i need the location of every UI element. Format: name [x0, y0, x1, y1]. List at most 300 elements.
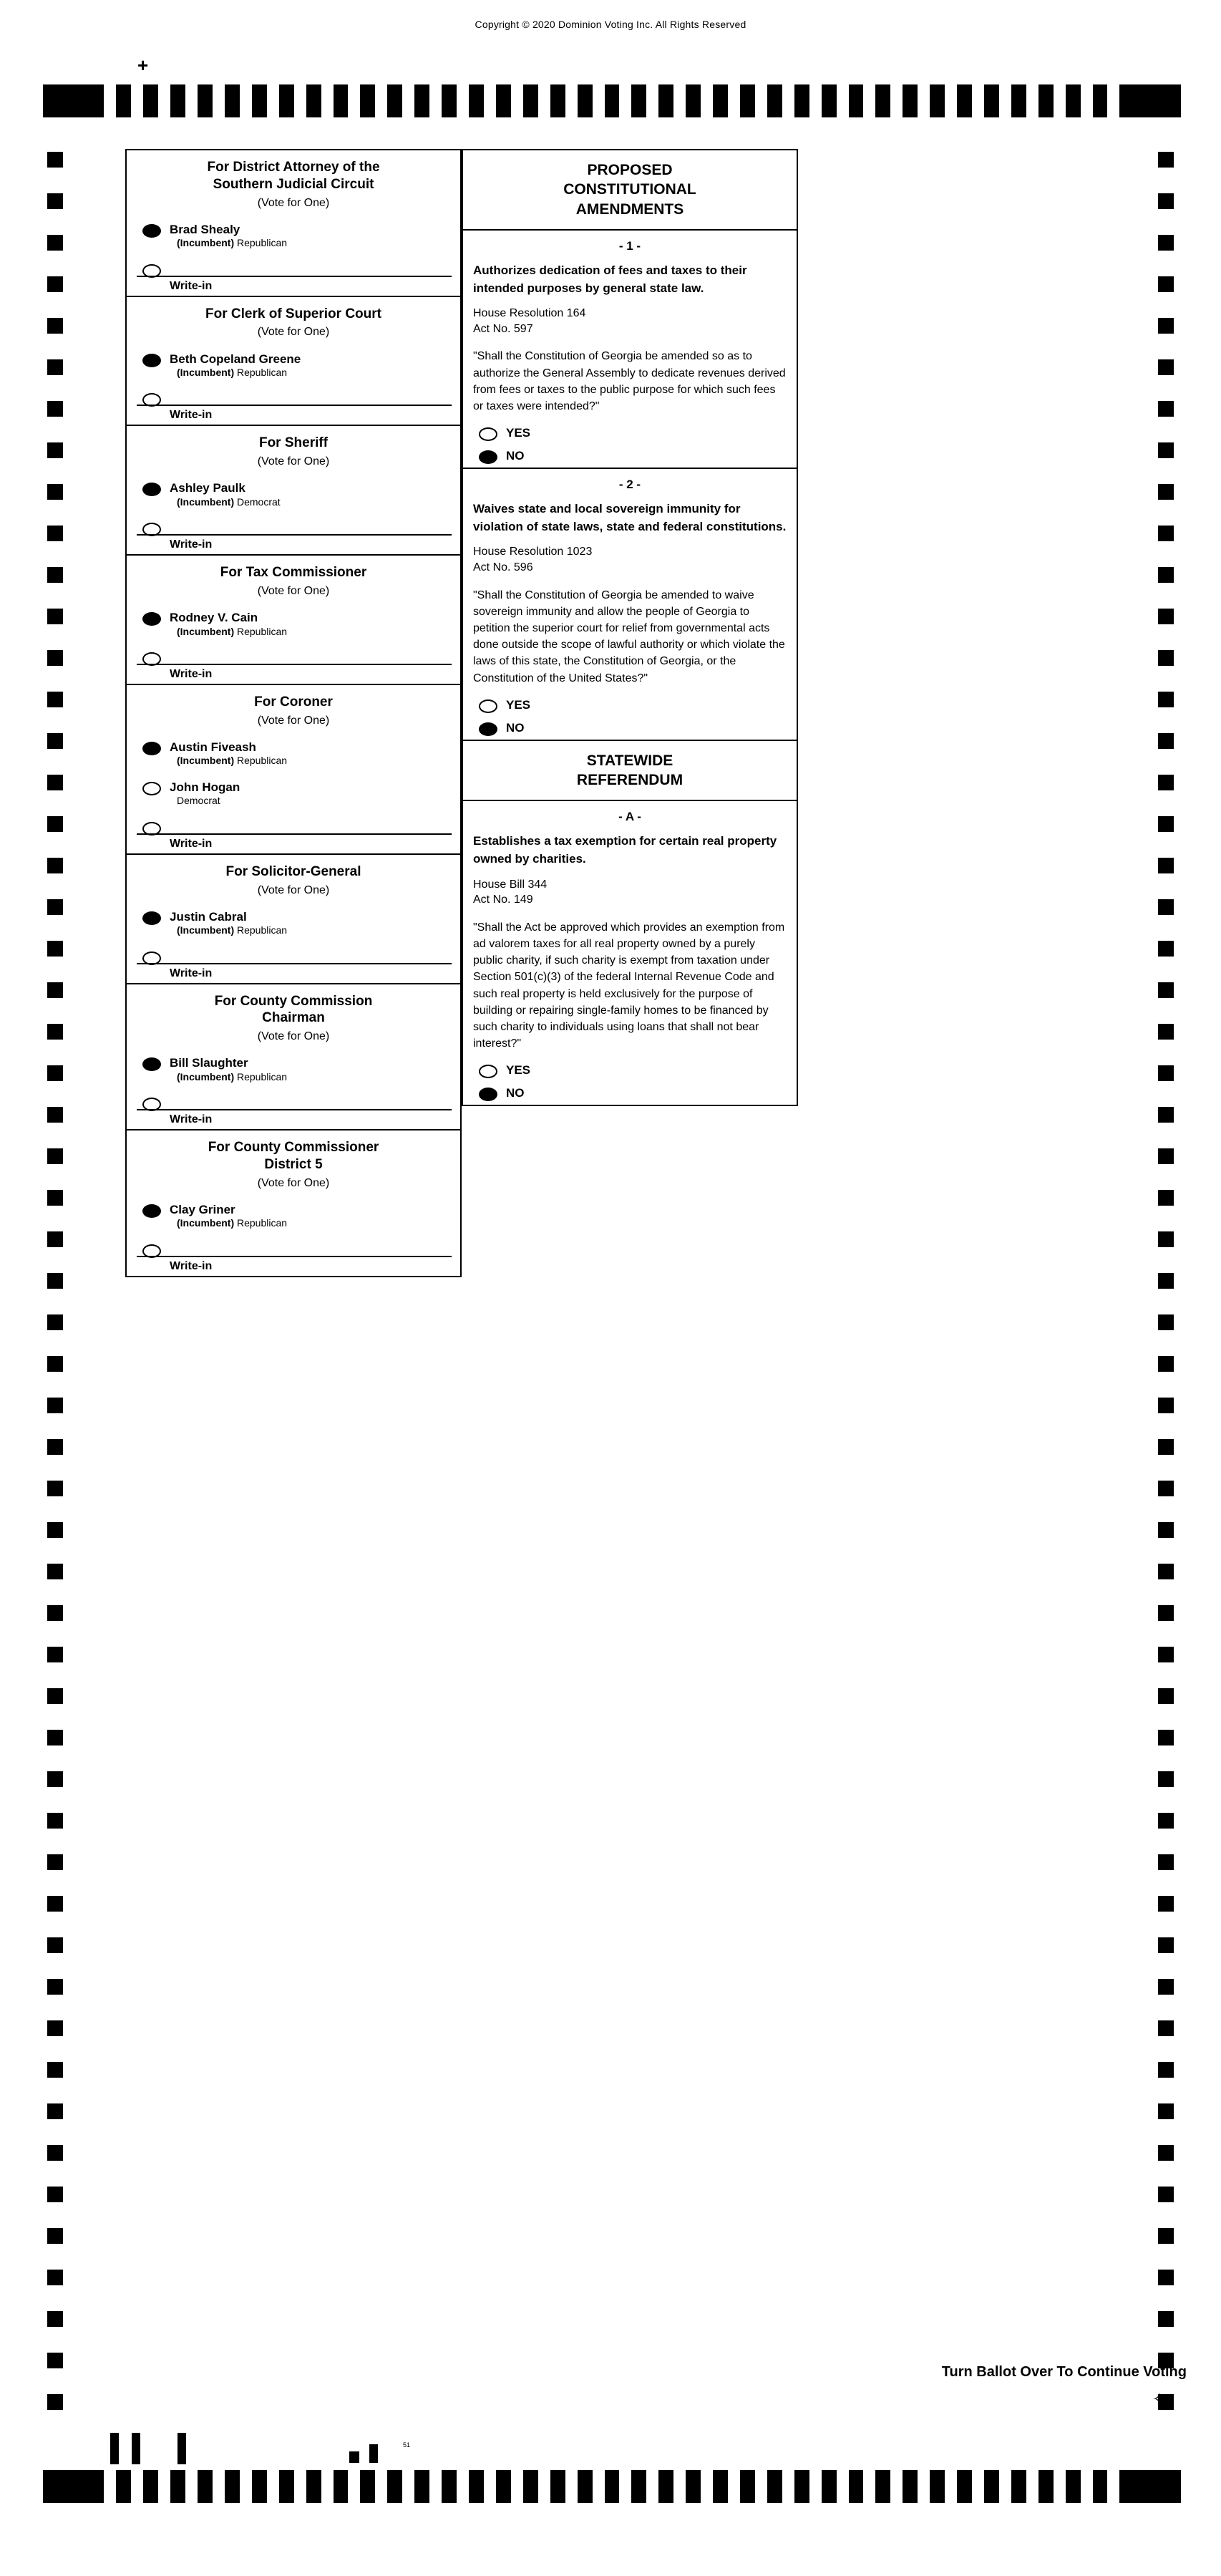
timing-mark — [116, 84, 131, 117]
timing-mark — [47, 733, 63, 749]
question-column — [462, 149, 798, 1106]
candidate-option[interactable] — [127, 903, 460, 943]
write-in-option[interactable] — [127, 1236, 460, 1276]
timing-mark — [713, 84, 728, 117]
candidate-party: Democrat — [177, 795, 220, 807]
timing-mark — [1158, 1190, 1174, 1206]
no-oval[interactable] — [479, 1088, 497, 1101]
timing-mark — [1158, 609, 1174, 624]
copyright-notice: Copyright © 2020 Dominion Voting Inc. All Rights Reserved — [475, 19, 746, 30]
contest-title: For Coroner — [254, 694, 333, 710]
timing-mark — [47, 193, 63, 209]
timing-mark — [469, 2470, 484, 2503]
vote-oval[interactable] — [142, 224, 161, 238]
question-option-yes[interactable]: YES — [463, 422, 797, 445]
candidate-party: (Incumbent) Republican — [177, 366, 288, 378]
no-oval[interactable] — [479, 722, 497, 736]
timing-marks-top — [43, 84, 1181, 117]
timing-mark — [849, 2470, 864, 2503]
question-option-no[interactable]: NO — [463, 1082, 797, 1105]
vote-for-instruction: (Vote for One) — [257, 883, 330, 896]
timing-mark — [631, 2470, 646, 2503]
timing-mark — [47, 982, 63, 998]
timing-mark — [252, 2470, 267, 2503]
timing-mark — [1158, 526, 1174, 541]
ballot-question — [462, 468, 798, 740]
timing-mark — [1158, 1065, 1174, 1081]
vote-for-instruction: (Vote for One) — [257, 584, 330, 597]
write-in-line — [137, 1109, 452, 1110]
timing-mark — [658, 84, 673, 117]
timing-mark — [550, 84, 565, 117]
write-in-label: Write-in — [170, 1113, 213, 1126]
candidate-option[interactable] — [127, 216, 460, 256]
write-in-option[interactable] — [127, 384, 460, 425]
write-in-line — [137, 405, 452, 406]
candidate-option[interactable] — [127, 733, 460, 773]
candidate-option[interactable] — [127, 474, 460, 514]
ballot-question — [462, 229, 798, 468]
timing-mark — [47, 2353, 63, 2368]
question-summary: Authorizes dedication of fees and taxes to their intended purposes by general state law. — [473, 263, 747, 295]
question-full-text: "Shall the Constitution of Georgia be amended to waive sovereign immunity and allow the people of Georgia to petition the superior court for relief from governmental acts done outside the scope of lawful authority or which violate the laws of this state, the Constitution of Georgia, or the Constitution of the United States?" — [473, 589, 785, 684]
contest — [125, 296, 462, 425]
question-summary: Establishes a tax exemption for certain real property owned by charities. — [473, 834, 777, 866]
registration-mark-icon: ✧ — [1152, 2390, 1167, 2409]
timing-mark — [306, 84, 321, 117]
timing-mark — [225, 84, 240, 117]
timing-mark — [1158, 2020, 1174, 2036]
question-option-yes[interactable]: YES — [463, 1059, 797, 1082]
timing-mark — [47, 1398, 63, 1413]
timing-mark — [1158, 276, 1174, 292]
timing-mark — [469, 84, 484, 117]
timing-mark — [1158, 1481, 1174, 1496]
write-in-option[interactable] — [127, 1089, 460, 1129]
timing-mark — [47, 1481, 63, 1496]
timing-mark — [1158, 2145, 1174, 2161]
timing-mark — [523, 84, 538, 117]
vote-oval[interactable] — [142, 483, 161, 496]
yes-oval[interactable] — [479, 427, 497, 441]
timing-mark — [47, 1190, 63, 1206]
timing-mark — [605, 84, 620, 117]
timing-mark — [1158, 2103, 1174, 2119]
candidate-option[interactable] — [127, 1049, 460, 1089]
timing-mark — [47, 1896, 63, 1912]
timing-mark — [1158, 1730, 1174, 1745]
timing-mark — [360, 2470, 375, 2503]
timing-mark — [198, 2470, 213, 2503]
candidate-name: Justin Cabral — [170, 909, 247, 924]
timing-mark — [1038, 84, 1054, 117]
candidate-option[interactable] — [127, 345, 460, 385]
timing-mark — [279, 84, 294, 117]
timing-mark — [1158, 1688, 1174, 1704]
timing-mark — [47, 1813, 63, 1829]
timing-mark — [631, 84, 646, 117]
timing-mark — [767, 2470, 782, 2503]
question-full-text: "Shall the Constitution of Georgia be amended so as to authorize the General Assembly to dedicate revenues derived from fees or taxes to the public purpose for which such fees or taxes were intended?" — [473, 350, 786, 412]
timing-mark — [47, 1024, 63, 1040]
timing-mark — [47, 2062, 63, 2078]
referendum-header-text: STATEWIDE REFERENDUM — [576, 752, 684, 788]
question-option-yes[interactable]: YES — [463, 694, 797, 717]
timing-mark — [1093, 84, 1108, 117]
timing-mark — [47, 816, 63, 832]
timing-mark-endcap — [43, 84, 104, 117]
timing-mark — [1158, 1771, 1174, 1787]
write-in-line — [137, 963, 452, 964]
timing-mark — [47, 442, 63, 458]
timing-mark — [1093, 2470, 1108, 2503]
timing-mark — [116, 2470, 131, 2503]
timing-mark — [47, 1688, 63, 1704]
timing-mark — [957, 84, 972, 117]
timing-mark — [47, 1439, 63, 1455]
timing-mark — [47, 2103, 63, 2119]
timing-mark — [713, 2470, 728, 2503]
timing-mark — [578, 84, 593, 117]
vote-for-instruction: (Vote for One) — [257, 196, 330, 209]
timing-mark — [1158, 1107, 1174, 1123]
timing-mark — [658, 2470, 673, 2503]
timing-mark — [1038, 2470, 1054, 2503]
contest-title: For County Commission Chairman — [214, 993, 373, 1026]
vote-for-instruction: (Vote for One) — [257, 326, 330, 339]
contest-title: For Sheriff — [258, 435, 329, 451]
timing-mark — [930, 2470, 945, 2503]
candidate-party: (Incumbent) Republican — [177, 924, 288, 936]
timing-mark — [767, 84, 782, 117]
sheet-number-label: 51 — [403, 2441, 411, 2449]
vote-for-instruction: (Vote for One) — [257, 1030, 330, 1043]
bottom-code-marks — [100, 2433, 401, 2467]
timing-mark — [279, 2470, 294, 2503]
alignment-plus-mark: + — [137, 54, 149, 76]
timing-mark — [47, 359, 63, 375]
timing-mark — [578, 2470, 593, 2503]
timing-mark — [47, 899, 63, 915]
vote-oval[interactable] — [142, 612, 161, 626]
vote-oval[interactable] — [142, 782, 161, 795]
timing-mark — [1158, 2228, 1174, 2244]
candidate-party: (Incumbent) Republican — [177, 237, 288, 249]
vote-oval[interactable] — [142, 354, 161, 367]
timing-mark — [414, 84, 429, 117]
vote-for-instruction: (Vote for One) — [257, 714, 330, 727]
timing-mark — [1158, 1356, 1174, 1372]
ballot-question — [462, 800, 798, 1106]
timing-mark — [984, 84, 999, 117]
write-in-label: Write-in — [170, 538, 213, 551]
timing-mark — [550, 2470, 565, 2503]
timing-mark — [47, 152, 63, 168]
timing-mark — [984, 2470, 999, 2503]
timing-mark — [170, 2470, 185, 2503]
timing-mark — [1158, 193, 1174, 209]
timing-marks-bottom — [43, 2470, 1181, 2503]
contest — [125, 554, 462, 684]
timing-mark — [47, 1937, 63, 1953]
timing-mark — [1158, 2062, 1174, 2078]
timing-mark — [47, 235, 63, 251]
write-in-option[interactable] — [127, 943, 460, 983]
question-option-no[interactable]: NO — [463, 445, 797, 468]
timing-mark — [1158, 2187, 1174, 2202]
write-in-label: Write-in — [170, 668, 213, 681]
timing-mark — [414, 2470, 429, 2503]
timing-mark — [875, 2470, 890, 2503]
write-in-option[interactable] — [127, 256, 460, 296]
timing-marks-left — [47, 152, 63, 2436]
timing-mark — [822, 84, 837, 117]
amendments-header-text: PROPOSED CONSTITUTIONAL AMENDMENTS — [563, 162, 696, 218]
timing-mark — [47, 2311, 63, 2327]
timing-mark — [334, 84, 349, 117]
question-reference: House Bill 344 Act No. 149 — [473, 878, 548, 906]
timing-mark — [1066, 84, 1081, 117]
timing-mark — [47, 1979, 63, 1995]
timing-mark — [442, 2470, 457, 2503]
timing-mark — [47, 401, 63, 417]
timing-mark — [47, 567, 63, 583]
vote-for-instruction: (Vote for One) — [257, 455, 330, 468]
write-in-label: Write-in — [170, 1259, 213, 1272]
timing-mark — [47, 1148, 63, 1164]
contest-title: For Tax Commissioner — [220, 565, 367, 581]
timing-mark — [198, 84, 213, 117]
vote-oval[interactable] — [142, 742, 161, 755]
candidate-party: (Incumbent) Republican — [177, 625, 288, 637]
timing-marks-right — [1158, 152, 1174, 2436]
question-number: - A - — [618, 810, 641, 824]
timing-mark — [47, 1522, 63, 1538]
write-in-option[interactable] — [127, 813, 460, 853]
write-in-line — [137, 833, 452, 835]
timing-mark — [1066, 2470, 1081, 2503]
candidate-name: Ashley Paulk — [170, 481, 245, 495]
timing-mark — [1158, 1439, 1174, 1455]
timing-mark — [1158, 567, 1174, 583]
timing-mark — [1158, 359, 1174, 375]
timing-mark-endcap — [1119, 84, 1180, 117]
yes-oval[interactable] — [479, 1065, 497, 1078]
write-in-line — [137, 534, 452, 536]
write-in-label: Write-in — [170, 967, 213, 979]
question-number: - 2 - — [618, 478, 641, 492]
contest — [125, 983, 462, 1130]
timing-mark — [47, 1356, 63, 1372]
candidate-name: Clay Griner — [170, 1202, 235, 1216]
candidate-name: Brad Shealy — [170, 222, 240, 236]
timing-mark — [47, 1065, 63, 1081]
timing-mark — [1158, 1813, 1174, 1829]
timing-mark — [252, 84, 267, 117]
vote-oval[interactable] — [142, 1204, 161, 1218]
question-full-text: "Shall the Act be approved which provides an exemption from ad valorem taxes for all real property owned by a purely public charity, if such charity is exempt from taxation under Section 501(c)(3) of the federal Internal Revenue Code and such real property is held exclusively for the purpose of building or repairing single-family homes to be financed by such charity to individuals using loans that shall not bear interest?" — [473, 921, 785, 1050]
timing-mark — [47, 692, 63, 707]
timing-mark-endcap — [1119, 2470, 1180, 2503]
timing-mark — [360, 84, 375, 117]
contest — [125, 149, 462, 296]
timing-mark — [686, 2470, 701, 2503]
vote-oval[interactable] — [142, 1057, 161, 1071]
timing-mark — [1158, 858, 1174, 873]
timing-mark — [1158, 2270, 1174, 2285]
candidate-option[interactable] — [127, 773, 460, 813]
timing-mark — [930, 84, 945, 117]
timing-mark — [306, 2470, 321, 2503]
timing-mark — [1158, 1937, 1174, 1953]
timing-mark — [903, 2470, 918, 2503]
contest — [125, 853, 462, 983]
timing-mark — [387, 2470, 402, 2503]
timing-mark — [1011, 84, 1026, 117]
candidate-party: (Incumbent) Democrat — [177, 495, 281, 508]
timing-mark — [1158, 650, 1174, 666]
timing-mark — [957, 2470, 972, 2503]
timing-mark — [1158, 816, 1174, 832]
timing-mark — [170, 84, 185, 117]
proposed-amendments-header — [462, 149, 798, 229]
timing-mark — [334, 2470, 349, 2503]
question-number: - 1 - — [618, 238, 641, 253]
question-reference: House Resolution 1023 Act No. 596 — [473, 546, 593, 573]
candidate-party: (Incumbent) Republican — [177, 1070, 288, 1083]
timing-mark — [47, 1273, 63, 1289]
timing-mark — [496, 84, 511, 117]
timing-mark — [1158, 1273, 1174, 1289]
question-summary: Waives state and local sovereign immunity for violation of state laws, state and federal constitutions. — [473, 502, 787, 533]
timing-mark — [1158, 1024, 1174, 1040]
turn-ballot-over-instruction: Turn Ballot Over To Continue Voting — [941, 2364, 1187, 2380]
timing-mark — [1158, 2311, 1174, 2327]
timing-mark — [1158, 152, 1174, 168]
candidate-name: Rodney V. Cain — [170, 611, 258, 625]
yes-oval[interactable] — [479, 699, 497, 713]
timing-mark — [875, 84, 890, 117]
write-in-option[interactable] — [127, 514, 460, 554]
timing-mark — [1158, 733, 1174, 749]
timing-mark-endcap — [43, 2470, 104, 2503]
timing-mark — [387, 84, 402, 117]
vote-oval[interactable] — [142, 911, 161, 925]
candidate-name: Bill Slaughter — [170, 1056, 248, 1070]
timing-mark — [47, 1854, 63, 1870]
contest — [125, 425, 462, 554]
contest-title: For District Attorney of the Southern Judicial Circuit — [207, 160, 380, 192]
timing-mark — [605, 2470, 620, 2503]
question-reference: House Resolution 164 Act No. 597 — [473, 307, 586, 335]
timing-mark — [1158, 1314, 1174, 1330]
timing-mark — [47, 1647, 63, 1662]
write-in-label: Write-in — [170, 837, 213, 850]
contest-title: For Clerk of Superior Court — [205, 306, 381, 321]
candidate-party: (Incumbent) Republican — [177, 755, 288, 767]
timing-mark — [47, 2187, 63, 2202]
timing-mark — [47, 318, 63, 334]
timing-mark — [47, 1605, 63, 1621]
timing-mark — [47, 2020, 63, 2036]
timing-mark — [523, 2470, 538, 2503]
timing-mark — [1158, 692, 1174, 707]
timing-mark — [442, 84, 457, 117]
vote-for-instruction: (Vote for One) — [257, 1176, 330, 1189]
statewide-referendum-header — [462, 740, 798, 800]
timing-mark — [903, 84, 918, 117]
write-in-label: Write-in — [170, 409, 213, 422]
timing-mark — [47, 2270, 63, 2285]
timing-mark — [1158, 1148, 1174, 1164]
timing-mark — [47, 526, 63, 541]
timing-mark — [47, 1771, 63, 1787]
write-in-line — [137, 664, 452, 665]
timing-mark — [47, 484, 63, 500]
candidate-name: Austin Fiveash — [170, 740, 256, 754]
timing-mark — [1011, 2470, 1026, 2503]
timing-mark — [1158, 775, 1174, 790]
timing-mark — [1158, 1564, 1174, 1579]
candidate-option[interactable] — [127, 1196, 460, 1236]
timing-mark — [1158, 442, 1174, 458]
timing-mark — [143, 84, 158, 117]
timing-mark — [1158, 941, 1174, 957]
timing-mark — [686, 84, 701, 117]
timing-mark — [47, 941, 63, 957]
timing-mark — [1158, 1231, 1174, 1247]
timing-mark — [1158, 401, 1174, 417]
timing-mark — [143, 2470, 158, 2503]
timing-mark — [47, 650, 63, 666]
candidate-name: John Hogan — [170, 780, 240, 794]
timing-mark — [822, 2470, 837, 2503]
timing-mark — [1158, 982, 1174, 998]
timing-mark — [47, 1564, 63, 1579]
timing-mark — [225, 2470, 240, 2503]
candidate-option[interactable] — [127, 604, 460, 644]
timing-mark — [1158, 1647, 1174, 1662]
contest-column — [125, 149, 462, 1277]
timing-mark — [740, 84, 755, 117]
no-oval[interactable] — [479, 450, 497, 464]
write-in-label: Write-in — [170, 279, 213, 292]
timing-mark — [794, 2470, 809, 2503]
timing-mark — [1158, 1522, 1174, 1538]
timing-mark — [47, 1314, 63, 1330]
timing-mark — [47, 775, 63, 790]
write-in-line — [137, 1256, 452, 1257]
timing-mark — [47, 2394, 63, 2410]
timing-mark — [1158, 1398, 1174, 1413]
timing-mark — [47, 1730, 63, 1745]
timing-mark — [1158, 318, 1174, 334]
timing-mark — [849, 84, 864, 117]
write-in-option[interactable] — [127, 644, 460, 684]
timing-mark — [1158, 899, 1174, 915]
contest — [125, 1129, 462, 1277]
timing-mark — [47, 858, 63, 873]
timing-mark — [47, 2145, 63, 2161]
candidate-name: Beth Copeland Greene — [170, 352, 301, 366]
timing-mark — [47, 276, 63, 292]
contest-title: For County Commissioner District 5 — [208, 1140, 379, 1172]
timing-mark — [1158, 235, 1174, 251]
write-in-line — [137, 276, 452, 277]
question-option-no[interactable]: NO — [463, 717, 797, 740]
contest-title: For Solicitor-General — [225, 863, 361, 879]
timing-mark — [1158, 1979, 1174, 1995]
